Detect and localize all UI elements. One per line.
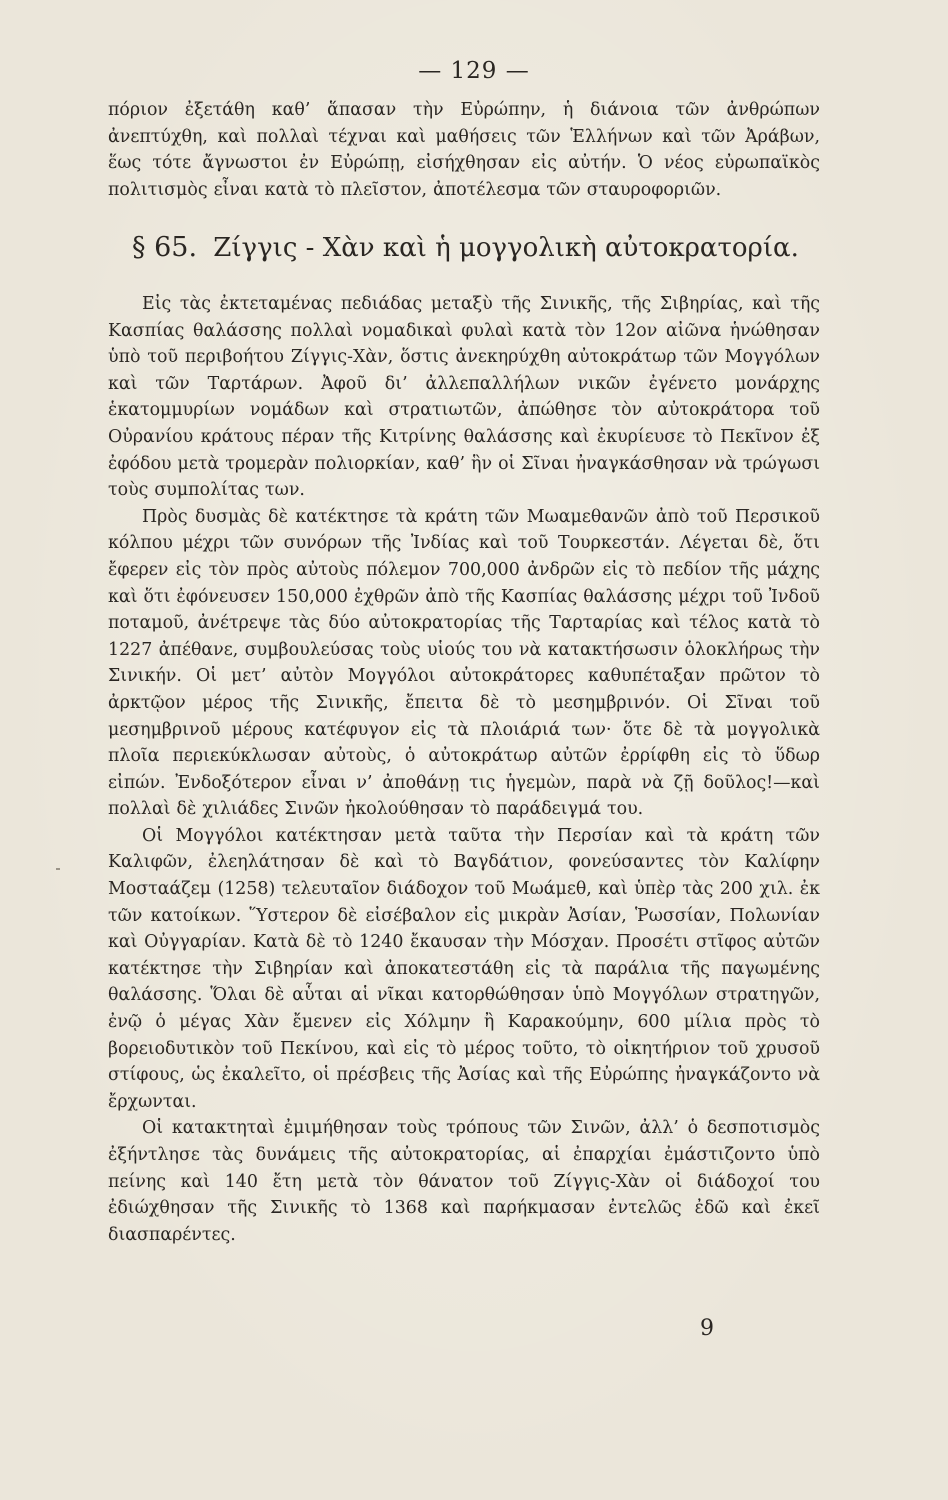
paragraph-genghis-rise: Εἰς τὰς ἐκτεταμένας πεδιάδας μεταξὺ τῆς Σινικῆς, τῆς Σιβηρίας, καὶ τῆς Κασπίας θαλάσσης πολλαὶ νομαδικαὶ φυλαὶ κατὰ τὸν 12ον αἰῶνα ἡνώθησαν ὑπὸ τοῦ περιβοήτου Ζίγγις-Χὰν, ὅστις ἀνεκηρύχθη αὐτοκράτωρ τῶν Μογγόλων καὶ τῶν Ταρτάρων. Ἀφοῦ δι’ ἀλλεπαλλήλων νικῶν ἐγένετο μονάρχης ἑκατομμυρίων νομάδων καὶ στρατιωτῶν, ἀπώθησε τὸν αὐτοκράτορα τοῦ Οὐρανίου κράτους πέραν τῆς Κιτρίνης θαλάσσης καὶ ἐκυρίευσε τὸ Πεκῖνον ἐξ ἐφόδου μετὰ τρομερὰν πολιορκίαν, καθ’ ἣν οἱ Σῖναι ἠναγκάσθησαν νὰ τρώγωσι τοὺς συμπολίτας των. [108, 294, 821, 501]
page-number: — 129 — [418, 58, 530, 84]
intro-paragraph-block [108, 97, 820, 203]
section-title: Ζίγγις - Χὰν καὶ ἡ μογγολικὴ αὐτοκρατορία. [213, 233, 799, 263]
paragraph-western-conquests: Πρὸς δυσμὰς δὲ κατέκτησε τὰ κράτη τῶν Μωαμεθανῶν ἀπὸ τοῦ Περσικοῦ κόλπου μέχρι τῶν συνόρων τῆς Ἰνδίας καὶ τοῦ Τουρκεστάν. Λέγεται δὲ, ὅτι ἔφερεν εἰς τὸν πρὸς αὐτοὺς πόλεμον 700,000 ἀνδρῶν εἰς τὸ πεδίον τῆς μάχης καὶ ὅτι ἐφόνευσεν 150,000 ἐχθρῶν ἀπὸ τῆς Κασπίας θαλάσσης μέχρι τοῦ Ἰνδοῦ ποταμοῦ, ἀνέτρεψε τὰς δύο αὐτοκρατορίας τῆς Ταρταρίας καὶ τέλος κατὰ τὸ 1227 ἀπέθανε, συμβουλεύσας τοὺς υἱούς του νὰ κατακτήσωσιν ὁλοκλήρως τὴν Σινικήν. Οἱ μετ’ αὐτὸν Μογγόλοι αὐτοκράτορες καθυπέταξαν πρῶτον τὸ ἀρκτῷον μέρος τῆς Σινικῆς, ἔπειτα δὲ τὸ μεσημβρινόν. Οἱ Σῖναι τοῦ μεσημβρινοῦ μέρους κατέφυγον εἰς τὰ πλοιάριά των· ὅτε δὲ τὰ μογγολικὰ πλοῖα περιεκύκλωσαν αὐτοὺς, ὁ αὐτοκράτωρ αὐτῶν ἐρρίφθη εἰς τὸ ὕδωρ εἰπών. Ἐνδοξότερον εἶναι ν’ ἀποθάνῃ τις ἡγεμὼν, παρὰ νὰ ζῇ δοῦλος!—καὶ πολλαὶ δὲ χιλιάδες Σινῶν ἠκολούθησαν τὸ παράδειγμά του. [108, 506, 820, 820]
intro-paragraph: πόριον ἐξετάθη καθ’ ἅπασαν τὴν Εὐρώπην, ἡ διάνοια τῶν ἀνθρώπων ἀνεπτύχθη, καὶ πολλαὶ τέχναι καὶ μαθήσεις τῶν Ἑλλήνων καὶ τῶν Ἀράβων, ἕως τότε ἄγνωστοι ἐν Εὐρώπῃ, εἰσήχθησαν εἰς αὐτήν. Ὁ νέος εὐρωπαϊκὸς πολιτισμὸς εἶναι κατὰ τὸ πλεῖστον, ἀποτέλεσμα τῶν σταυροφοριῶν. [108, 100, 820, 200]
margin-speck [56, 868, 60, 870]
signature-mark: 9 [700, 1316, 714, 1341]
section-number: § 65. [132, 232, 198, 263]
section-body [108, 291, 820, 1248]
paragraph-persia-caliphs: Οἱ Μογγόλοι κατέκτησαν μετὰ ταῦτα τὴν Περσίαν καὶ τὰ κράτη τῶν Καλιφῶν, ἐλεηλάτησαν δὲ καὶ τὸ Βαγδάτιον, φονεύσαντες τὸν Καλίφην Μοσταάζεμ (1258) τελευταῖον διάδοχον τοῦ Μωάμεθ, καὶ ὑπὲρ τὰς 200 χιλ. ἐκ τῶν κατοίκων. Ὕστερον δὲ εἰσέβαλον εἰς μικρὰν Ἀσίαν, Ῥωσσίαν, Πολωνίαν καὶ Οὐγγαρίαν. Κατὰ δὲ τὸ 1240 ἔκαυσαν τὴν Μόσχαν. Προσέτι στῖφος αὐτῶν κατέκτησε τὴν Σιβηρίαν καὶ ἀποκατεστάθη εἰς τὰ παράλια τῆς παγωμένης θαλάσσης. Ὅλαι δὲ αὗται αἱ νῖκαι κατορθώθησαν ὑπὸ Μογγόλων στρατηγῶν, ἐνῷ ὁ μέγας Χὰν ἔμενεν εἰς Χόλμην ἢ Καρακούμην, 600 μίλια πρὸς τὸ βορειοδυτικὸν τοῦ Πεκίνου, καὶ εἰς τὸ μέρος τοῦτο, τὸ οἰκητήριον τοῦ χρυσοῦ στίφους, ὡς ἐκαλεῖτο, οἱ πρέσβεις τῆς Ἀσίας καὶ τῆς Εὐρώπης ἠναγκάζοντο νὰ ἔρχωνται. [108, 825, 820, 1112]
section-heading [132, 232, 832, 263]
paragraph-decline: Οἱ κατακτηταὶ ἐμιμήθησαν τοὺς τρόπους τῶν Σινῶν, ἀλλ’ ὁ δεσποτισμὸς ἐξήντλησε τὰς δυνάμεις τῆς αὐτοκρατορίας, αἱ ἐπαρχίαι ἐμάστιζοντο ὑπὸ πείνης καὶ 140 ἔτη μετὰ τὸν θάνατον τοῦ Ζίγγις-Χὰν οἱ διάδοχοί του ἐδιώχθησαν τῆς Σινικῆς τὸ 1368 καὶ παρήκμασαν ἐντελῶς ἐδῶ καὶ ἐκεῖ διασπαρέντες. [108, 1118, 820, 1245]
